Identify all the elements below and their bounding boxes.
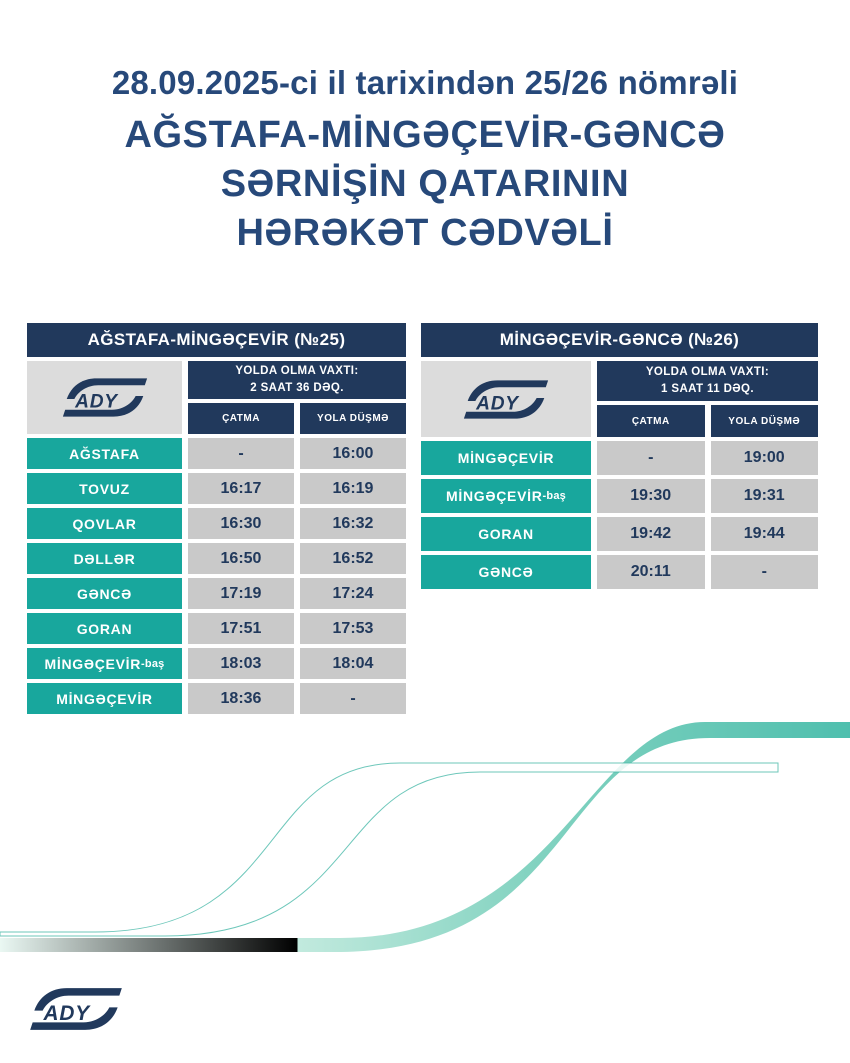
arrival-time: -	[188, 438, 294, 469]
station-name: MİNGƏÇEVİR	[56, 690, 153, 707]
wave-filled-band	[0, 722, 850, 952]
table-title: AĞSTAFA-MİNGƏÇEVİR (№25)	[27, 323, 406, 357]
title-date-line: 28.09.2025-ci il tarixindən 25/26 nömrəli	[111, 64, 739, 101]
ady-logo-text: ADY	[476, 392, 519, 414]
duration-cell	[188, 361, 406, 399]
arrival-time: 17:51	[188, 613, 294, 644]
ady-logo-cell	[27, 361, 182, 434]
ady-logo-text: ADY	[74, 391, 118, 413]
arrival-time: 17:19	[188, 578, 294, 609]
station-name: AĞSTAFA	[69, 445, 140, 462]
arrival-time: 20:11	[597, 555, 705, 589]
departure-time: 17:53	[300, 613, 406, 644]
station-cell	[27, 543, 182, 574]
departure-time: 16:32	[300, 508, 406, 539]
station-cell	[421, 479, 591, 513]
arrival-time: 16:17	[188, 473, 294, 504]
wave-decoration	[0, 700, 850, 965]
departure-time: -	[711, 555, 819, 589]
wave-outline-band	[0, 763, 778, 936]
station-cell	[421, 441, 591, 475]
departure-time: 16:19	[300, 473, 406, 504]
timetable-agstafa-mingacevir	[27, 323, 406, 714]
timetable-mingacevir-ganca	[421, 323, 818, 589]
arrival-time: 16:50	[188, 543, 294, 574]
departure-time: 19:44	[711, 517, 819, 551]
station-cell	[421, 517, 591, 551]
column-header-departure: YOLA DÜŞMƏ	[300, 403, 406, 434]
ady-logo-text: ADY	[43, 1001, 90, 1025]
station-name: GƏNCƏ	[77, 585, 132, 602]
duration-label: YOLDA OLMA VAXTI:	[235, 365, 359, 378]
arrival-time: 18:36	[188, 683, 294, 714]
station-name: MİNGƏÇEVİR	[457, 450, 555, 466]
duration-label: YOLDA OLMA VAXTI:	[645, 366, 770, 379]
station-suffix: -baş	[542, 490, 566, 502]
station-name: MİNGƏÇEVİR	[446, 488, 543, 504]
ady-logo-icon	[460, 375, 552, 424]
station-suffix: -baş	[141, 657, 165, 670]
duration-cell	[597, 361, 818, 401]
arrival-time: 16:30	[188, 508, 294, 539]
departure-time: 16:00	[300, 438, 406, 469]
arrival-time: 19:42	[597, 517, 705, 551]
ady-logo-icon	[59, 373, 151, 422]
arrival-time: -	[597, 441, 705, 475]
station-cell	[27, 613, 182, 644]
duration-value: 1 SAAT 11 DƏQ.	[661, 383, 754, 395]
station-cell	[27, 648, 182, 679]
station-name: MİNGƏÇEVİR	[44, 655, 142, 672]
station-cell	[27, 578, 182, 609]
departure-time: 19:31	[711, 479, 819, 513]
ady-logo-icon	[26, 982, 126, 1036]
arrival-time: 18:03	[188, 648, 294, 679]
column-header-departure: YOLA DÜŞMƏ	[711, 405, 819, 437]
title-train-line: SƏRNİŞİN QATARININ	[220, 163, 630, 205]
departure-time: 17:24	[300, 578, 406, 609]
duration-value: 2 SAAT 36 DƏQ.	[250, 382, 344, 394]
station-name: TOVUZ	[79, 480, 130, 497]
arrival-time: 19:30	[597, 479, 705, 513]
footer-ady-logo	[26, 982, 126, 1040]
station-cell	[27, 438, 182, 469]
title-route-line: AĞSTAFA-MİNGƏÇEVİR-GƏNCƏ	[124, 114, 726, 156]
column-header-arrival: ÇATMA	[597, 405, 705, 437]
station-name: GƏNCƏ	[478, 564, 534, 580]
table-title: MİNGƏÇEVİR-GƏNCƏ (№26)	[421, 323, 818, 357]
station-name: QOVLAR	[72, 515, 137, 532]
station-cell	[27, 508, 182, 539]
poster-title	[0, 64, 850, 258]
station-cell	[27, 473, 182, 504]
departure-time: 16:52	[300, 543, 406, 574]
departure-time: -	[300, 683, 406, 714]
station-cell	[421, 555, 591, 589]
ady-logo-cell	[421, 361, 591, 437]
title-schedule-line: HƏRƏKƏT CƏDVƏLİ	[236, 212, 614, 254]
departure-time: 19:00	[711, 441, 819, 475]
column-header-arrival: ÇATMA	[188, 403, 294, 434]
station-name: GORAN	[76, 620, 133, 637]
departure-time: 18:04	[300, 648, 406, 679]
station-name: GORAN	[478, 526, 534, 542]
station-name: DƏLLƏR	[73, 550, 136, 567]
